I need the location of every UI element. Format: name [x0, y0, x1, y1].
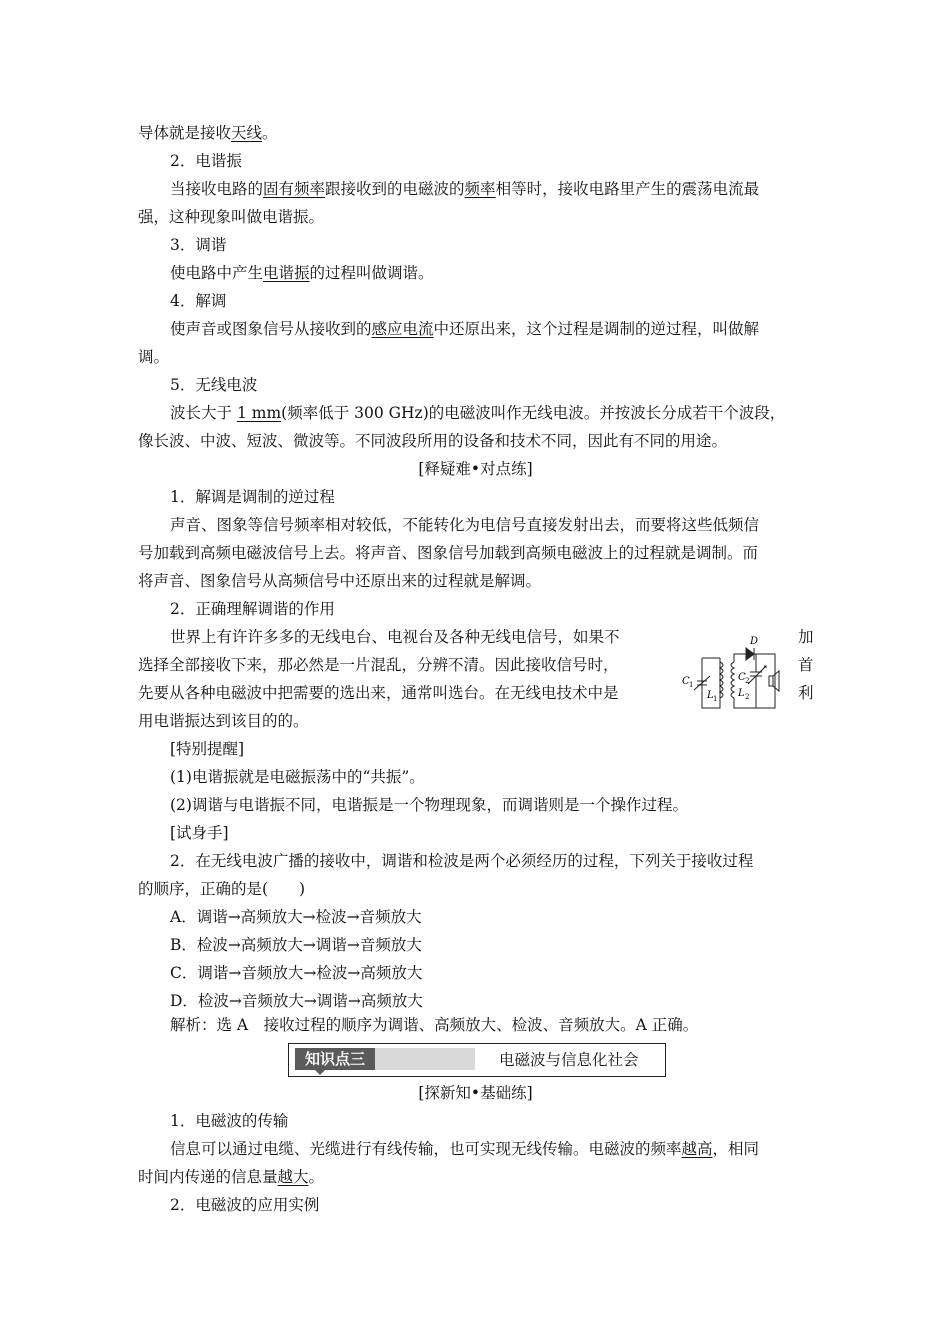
underlined-answer: 电谐振 — [263, 264, 310, 282]
subsection-tag: [释疑难•对点练] — [418, 460, 533, 478]
answer-analysis: 解析：选 A 接收过程的顺序为调谐、高频放大、检波、音频放大。A 正确。 — [170, 1016, 699, 1034]
option-a: A．调谐→高频放大→检波→音频放大 — [170, 908, 422, 926]
section-heading: 3．调谐 — [170, 236, 227, 254]
knowledge-badge-label: 知识点三 — [295, 1048, 375, 1070]
option-c: C．调谐→音频放大→检波→高频放大 — [170, 964, 423, 982]
text-line: 用电谐振达到该目的的。 — [138, 712, 309, 730]
label-l2-sub: 2 — [745, 693, 750, 701]
label-l2: L — [738, 688, 745, 699]
label-d: D — [750, 636, 759, 647]
text-line: 使声音或图象信号从接收到的感应电流中还原出来，这个过程是调制的逆过程，叫做解 — [170, 320, 760, 338]
label-c2: C — [738, 672, 746, 683]
underlined-answer: 越高 — [681, 1140, 713, 1158]
label-l1: L — [707, 690, 714, 701]
text-line: 先要从各种电磁波中把需要的选出来，通常叫选台。在无线电技术中是 — [138, 684, 619, 702]
underlined-answer: 越大 — [277, 1168, 309, 1186]
text-line: 使电路中产生电谐振的过程叫做调谐。 — [170, 264, 434, 282]
text-line: 强，这种现象叫做电谐振。 — [138, 208, 325, 226]
text-line: 波长大于 1 mm(频率低于 300 GHz)的电磁波叫作无线电波。并按波长分成若干个波段， — [170, 404, 786, 422]
underlined-answer: 天线 — [231, 124, 263, 142]
knowledge-title: 电磁波与信息化社会 — [499, 1051, 639, 1069]
question-stem: 2．在无线电波广播的接收中，调谐和检波是两个必须经历的过程，下列关于接收过程 — [170, 852, 754, 870]
section-heading: 2．正确理解调谐的作用 — [170, 600, 335, 618]
text-line: 信息可以通过电缆、光缆进行有线传输，也可实现无线传输。电磁波的频率越高，相同 — [170, 1140, 760, 1158]
text-line: 像长波、中波、短波、微波等。不同波段所用的设备和技术不同，因此有不同的用途。 — [138, 432, 728, 450]
subsection-tag: [试身手] — [170, 824, 229, 842]
label-c1: C — [682, 676, 690, 687]
subsection-tag: [特别提醒] — [170, 740, 245, 758]
text-line: 时间内传递的信息量越大。 — [138, 1168, 325, 1186]
underlined-answer: 感应电流 — [371, 320, 434, 338]
subsection-tag: [探新知•基础练] — [418, 1084, 533, 1102]
section-heading: 5．无线电波 — [170, 376, 258, 394]
question-stem: 的顺序，正确的是( ) — [138, 880, 306, 898]
section-heading: 1．解调是调制的逆过程 — [170, 488, 335, 506]
text-line: 世界上有许许多多的无线电台、电视台及各种无线电信号，如果不 — [170, 628, 620, 646]
text-line: 调。 — [138, 348, 170, 366]
tuning-circuit-diagram — [680, 632, 785, 716]
option-d: D．检波→音频放大→调谐→高频放大 — [170, 992, 423, 1010]
knowledge-badge — [295, 1048, 475, 1070]
label-c2-sub: 2 — [745, 677, 750, 685]
text-line: 选择全部接收下来，那必然是一片混乱，分辨不清。因此接收信号时， — [138, 656, 619, 674]
text-line-tail: 首 — [798, 656, 814, 674]
text-line-tail: 利 — [798, 684, 814, 702]
underlined-answer: 固有频率 — [263, 180, 326, 198]
text-line: (1)电谐振就是电磁振荡中的“共振”。 — [170, 768, 425, 786]
section-heading: 1．电磁波的传输 — [170, 1112, 289, 1130]
text-line: 导体就是接收天线。 — [138, 124, 278, 142]
section-heading: 2．电谐振 — [170, 152, 242, 170]
underlined-answer: 1 mm — [236, 404, 282, 422]
option-b: B．检波→高频放大→调谐→音频放大 — [170, 936, 422, 954]
section-heading: 2．电磁波的应用实例 — [170, 1196, 320, 1214]
underlined-answer: 频率 — [464, 180, 496, 198]
text-line-tail: 加 — [798, 628, 814, 646]
section-heading: 4．解调 — [170, 292, 227, 310]
label-c1-sub: 1 — [689, 681, 694, 689]
badge-pointer — [315, 1070, 325, 1075]
label-l1-sub: 1 — [713, 695, 718, 703]
text-line: 当接收电路的固有频率跟接收到的电磁波的频率相等时，接收电路里产生的震荡电流最 — [170, 180, 760, 198]
text-line: 声音、图象等信号频率相对较低，不能转化为电信号直接发射出去，而要将这些低频信 — [170, 516, 760, 534]
text-line: (2)调谐与电谐振不同，电谐振是一个物理现象，而调谐则是一个操作过程。 — [170, 796, 688, 814]
knowledge-point-box — [288, 1043, 666, 1077]
text-line: 号加载到高频电磁波信号上去。将声音、图象信号加载到高频电磁波上的过程就是调制。而 — [138, 544, 759, 562]
text-line: 将声音、图象信号从高频信号中还原出来的过程就是解调。 — [138, 572, 542, 590]
